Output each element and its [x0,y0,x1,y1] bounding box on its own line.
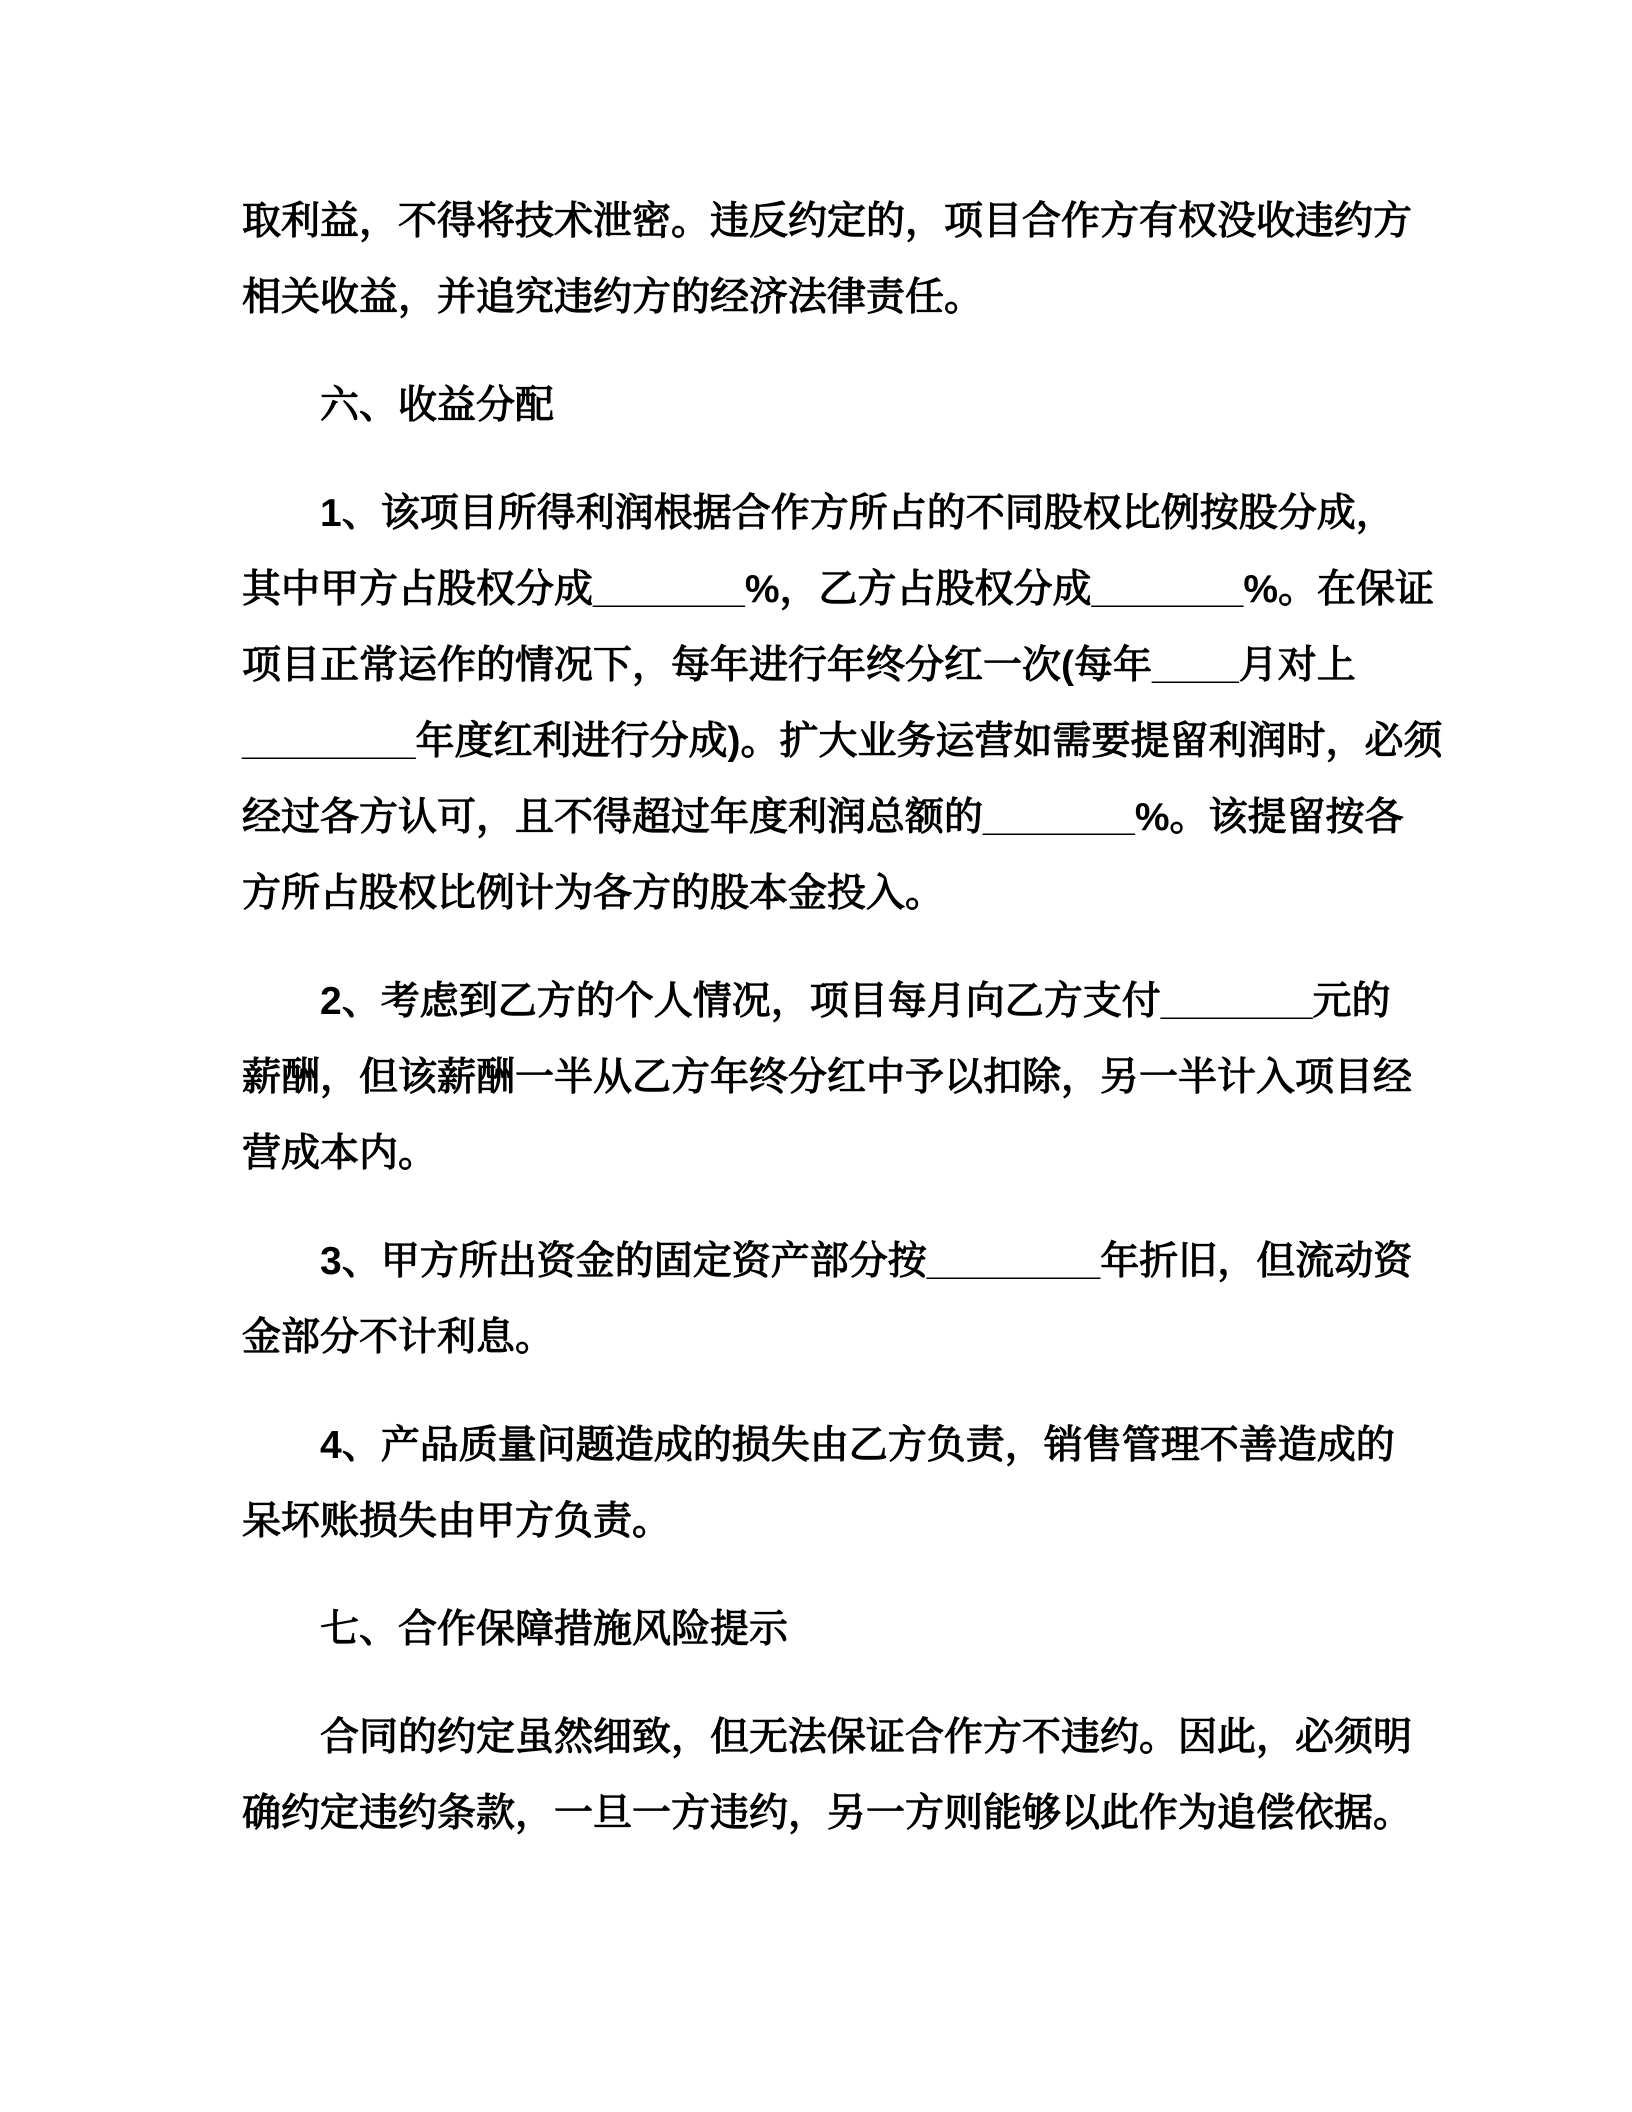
text-line: 其中甲方占股权分成_______%，乙方占股权分成_______%。在保证 [242,568,1435,611]
paragraph [242,476,1443,932]
text-line: 项目正常运作的情况下，每年进行年终分红一次(每年____月对上 [242,644,1356,687]
text-line: 2、考虑到乙方的个人情况，项目每月向乙方支付_______元的 [320,980,1391,1023]
document-body [242,184,1443,1852]
section-heading [242,368,1397,444]
paragraph [242,184,1413,336]
text-line: 3、甲方所出资金的固定资产部分按________年折旧，但流动资 [320,1240,1413,1283]
text-line: 合同的约定虽然细致，但无法保证合作方不违约。因此，必须明 [320,1716,1413,1759]
section-heading [242,1592,1397,1668]
text-line: 六、收益分配 [320,384,555,427]
text-line: 金部分不计利息。 [242,1316,555,1359]
text-line: 取利益，不得将技术泄密。违反约定的，项目合作方有权没收违约方 [242,200,1413,243]
text-line: 七、合作保障措施风险提示 [320,1608,789,1651]
text-line: 1、该项目所得利润根据合作方所占的不同股权比例按股分成， [320,492,1395,535]
text-line: 4、产品质量问题造成的损失由乙方负责，销售管理不善造成的 [320,1424,1395,1467]
text-line: 营成本内。 [242,1132,438,1175]
paragraph [242,1224,1413,1376]
text-line: 呆坏账损失由甲方负责。 [242,1500,672,1543]
text-line: 确约定违约条款，一旦一方违约，另一方则能够以此作为追偿依据。 [242,1792,1413,1835]
text-line: 经过各方认可，且不得超过年度利润总额的_______%。该提留按各 [242,796,1404,839]
text-line: 方所占股权比例计为各方的股本金投入。 [242,872,945,915]
text-line: 相关收益，并追究违约方的经济法律责任。 [242,276,984,319]
paragraph [242,1408,1397,1560]
paragraph [242,1700,1413,1852]
text-line: ________年度红利进行分成)。扩大业务运营如需要提留利润时，必须 [242,720,1443,763]
text-line: 薪酬，但该薪酬一半从乙方年终分红中予以扣除，另一半计入项目经 [242,1056,1413,1099]
paragraph [242,964,1413,1192]
